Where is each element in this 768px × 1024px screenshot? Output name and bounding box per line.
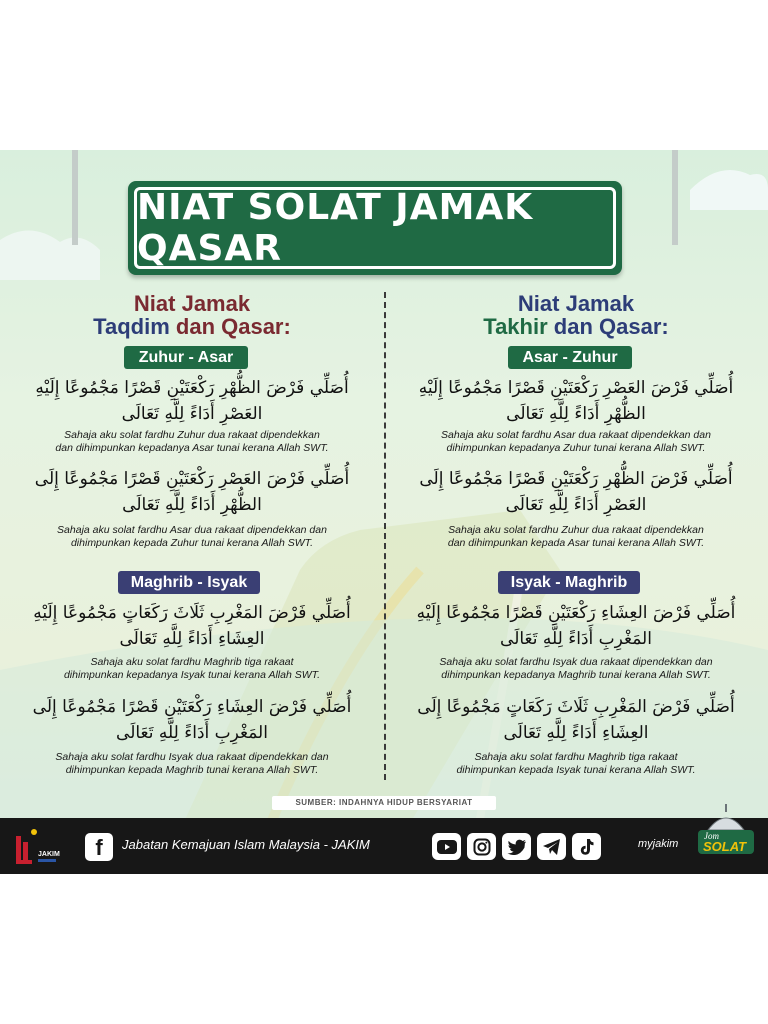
niat-arabic-line: العَصْرِ أَدَاءً لِلَّهِ تَعَالَى: [121, 404, 263, 424]
jakim-logo: [12, 826, 60, 868]
takhir-heading-keyword: Takhir: [483, 314, 548, 339]
facebook-page-name[interactable]: Jabatan Kemajuan Islam Malaysia - JAKIM: [122, 837, 370, 852]
translation-line: Sahaja aku solat fardhu Asar dua rakaat dipendekkan dan: [57, 524, 327, 536]
svg-text:Jom: Jom: [704, 831, 719, 841]
translation-line: dihimpunkan kepadanya Zuhur tunai kerana Allah SWT.: [446, 442, 706, 454]
badge-isyak-maghrib: Isyak - Maghrib: [498, 571, 640, 594]
niat-arabic-line: العِشَاءِ أَدَاءً لِلَّهِ تَعَالَى: [119, 629, 265, 649]
translation-line: Sahaja aku solat fardhu Asar dua rakaat dipendekkan dan: [441, 429, 711, 441]
niat-translation: [404, 751, 748, 777]
takhir-column: [384, 292, 768, 792]
twitter-icon[interactable]: [502, 833, 531, 860]
sign-post-right: [672, 150, 678, 245]
instagram-icon[interactable]: [467, 833, 496, 860]
title-sign-border: [134, 187, 616, 269]
niat-arabic-line: المَغْرِبِ أَدَاءً لِلَّهِ تَعَالَى: [116, 723, 268, 743]
niat-translation: [20, 656, 364, 682]
niat-arabic-line: العِشَاءِ أَدَاءً لِلَّهِ تَعَالَى: [503, 723, 649, 743]
taqdim-heading-suffix: dan Qasar:: [175, 314, 291, 339]
niat-arabic-line: أُصَلِّي فَرْضَ العَصْرِ رَكْعَتَيْنِ قَصْرًا مَجْمُوعًا إِلَى: [34, 469, 350, 489]
page-title: NIAT SOLAT JAMAK QASAR: [137, 187, 534, 269]
translation-line: dan dihimpunkan kepada Asar tunai kerana Allah SWT.: [447, 537, 705, 549]
footer-bar: [0, 818, 768, 874]
niat-translation: [20, 429, 364, 455]
translation-line: dihimpunkan kepada Isyak tunai kerana Allah SWT.: [456, 764, 696, 776]
source-credit: SUMBER: INDAHNYA HIDUP BERSYARIAT: [272, 796, 496, 810]
niat-arabic-line: العَصْرِ أَدَاءً لِلَّهِ تَعَالَى: [505, 495, 647, 515]
niat-arabic-line: الظُّهْرِ أَدَاءً لِلَّهِ تَعَالَى: [122, 495, 262, 515]
niat-translation: [20, 524, 364, 550]
facebook-icon[interactable]: f: [85, 833, 113, 861]
taqdim-heading-keyword: Taqdim: [93, 314, 170, 339]
badge-zuhur-asar: Zuhur - Asar: [124, 346, 248, 369]
niat-translation: [404, 429, 748, 455]
niat-arabic-line: أُصَلِّي فَرْضَ المَغْرِبِ ثَلَاثَ رَكَعَاتٍ مَجْمُوعًا إِلَى: [417, 697, 735, 717]
title-sign: [128, 181, 622, 275]
telegram-icon[interactable]: [537, 833, 566, 860]
jom-solat-logo: [694, 804, 758, 860]
niat-arabic-line: أُصَلِّي فَرْضَ الظُّهْرِ رَكْعَتَيْنِ قَصْرًا مَجْمُوعًا إِلَيْهِ: [35, 378, 349, 398]
niat-arabic-line: الظُّهْرِ أَدَاءً لِلَّهِ تَعَالَى: [506, 404, 646, 424]
niat-arabic-line: أُصَلِّي فَرْضَ العَصْرِ رَكْعَتَيْنِ قَصْرًا مَجْمُوعًا إِلَيْهِ: [418, 378, 734, 398]
takhir-heading-suffix: dan Qasar:: [553, 314, 669, 339]
tiktok-icon[interactable]: [572, 833, 601, 860]
takhir-heading-line2: [384, 315, 768, 339]
youtube-icon[interactable]: [432, 833, 461, 860]
niat-arabic-line: أُصَلِّي فَرْضَ العِشَاءِ رَكْعَتَيْنِ قَصْرًا مَجْمُوعًا إِلَيْهِ: [416, 603, 736, 623]
translation-line: Sahaja aku solat fardhu Zuhur dua rakaat dipendekkan: [448, 524, 704, 536]
takhir-heading-line1: Niat Jamak: [517, 291, 635, 316]
translation-line: Sahaja aku solat fardhu Maghrib tiga rakaat: [474, 751, 678, 763]
translation-line: Sahaja aku solat fardhu Zuhur dua rakaat dipendekkan: [64, 429, 320, 441]
niat-translation: [404, 524, 748, 550]
taqdim-column: [0, 292, 384, 792]
niat-translation: [20, 751, 364, 777]
niat-translation: [404, 656, 748, 682]
translation-line: dihimpunkan kepada Zuhur tunai kerana Allah SWT.: [70, 537, 314, 549]
social-handle[interactable]: myjakim: [638, 838, 679, 850]
niat-arabic-line: أُصَلِّي فَرْضَ الظُّهْرِ رَكْعَتَيْنِ قَصْرًا مَجْمُوعًا إِلَى: [419, 469, 733, 489]
taqdim-heading-line1: Niat Jamak: [133, 291, 251, 316]
svg-text:JAKIM: JAKIM: [38, 851, 60, 858]
translation-line: Sahaja aku solat fardhu Maghrib tiga rakaat: [90, 656, 294, 668]
translation-line: Sahaja aku solat fardhu Isyak dua rakaat dipendekkan dan: [439, 656, 713, 668]
translation-line: dan dihimpunkan kepadanya Asar tunai kerana Allah SWT.: [55, 442, 329, 454]
svg-text:SOLAT: SOLAT: [703, 839, 747, 854]
badge-maghrib-isyak: Maghrib - Isyak: [118, 571, 260, 594]
translation-line: dihimpunkan kepadanya Maghrib tunai kerana Allah SWT.: [441, 669, 711, 681]
badge-asar-zuhur: Asar - Zuhur: [508, 346, 632, 369]
sign-post-left: [72, 150, 78, 245]
niat-arabic-line: أُصَلِّي فَرْضَ المَغْرِبِ ثَلَاثَ رَكَعَاتٍ مَجْمُوعًا إِلَيْهِ: [33, 603, 351, 623]
translation-line: Sahaja aku solat fardhu Isyak dua rakaat dipendekkan dan: [55, 751, 329, 763]
poster: [0, 150, 768, 874]
taqdim-heading-line2: [0, 315, 384, 339]
niat-arabic-line: المَغْرِبِ أَدَاءً لِلَّهِ تَعَالَى: [500, 629, 652, 649]
translation-line: dihimpunkan kepada Maghrib tunai kerana Allah SWT.: [65, 764, 319, 776]
translation-line: dihimpunkan kepadanya Isyak tunai kerana Allah SWT.: [63, 669, 321, 681]
niat-arabic-line: أُصَلِّي فَرْضَ العِشَاءِ رَكْعَتَيْنِ قَصْرًا مَجْمُوعًا إِلَى: [32, 697, 352, 717]
